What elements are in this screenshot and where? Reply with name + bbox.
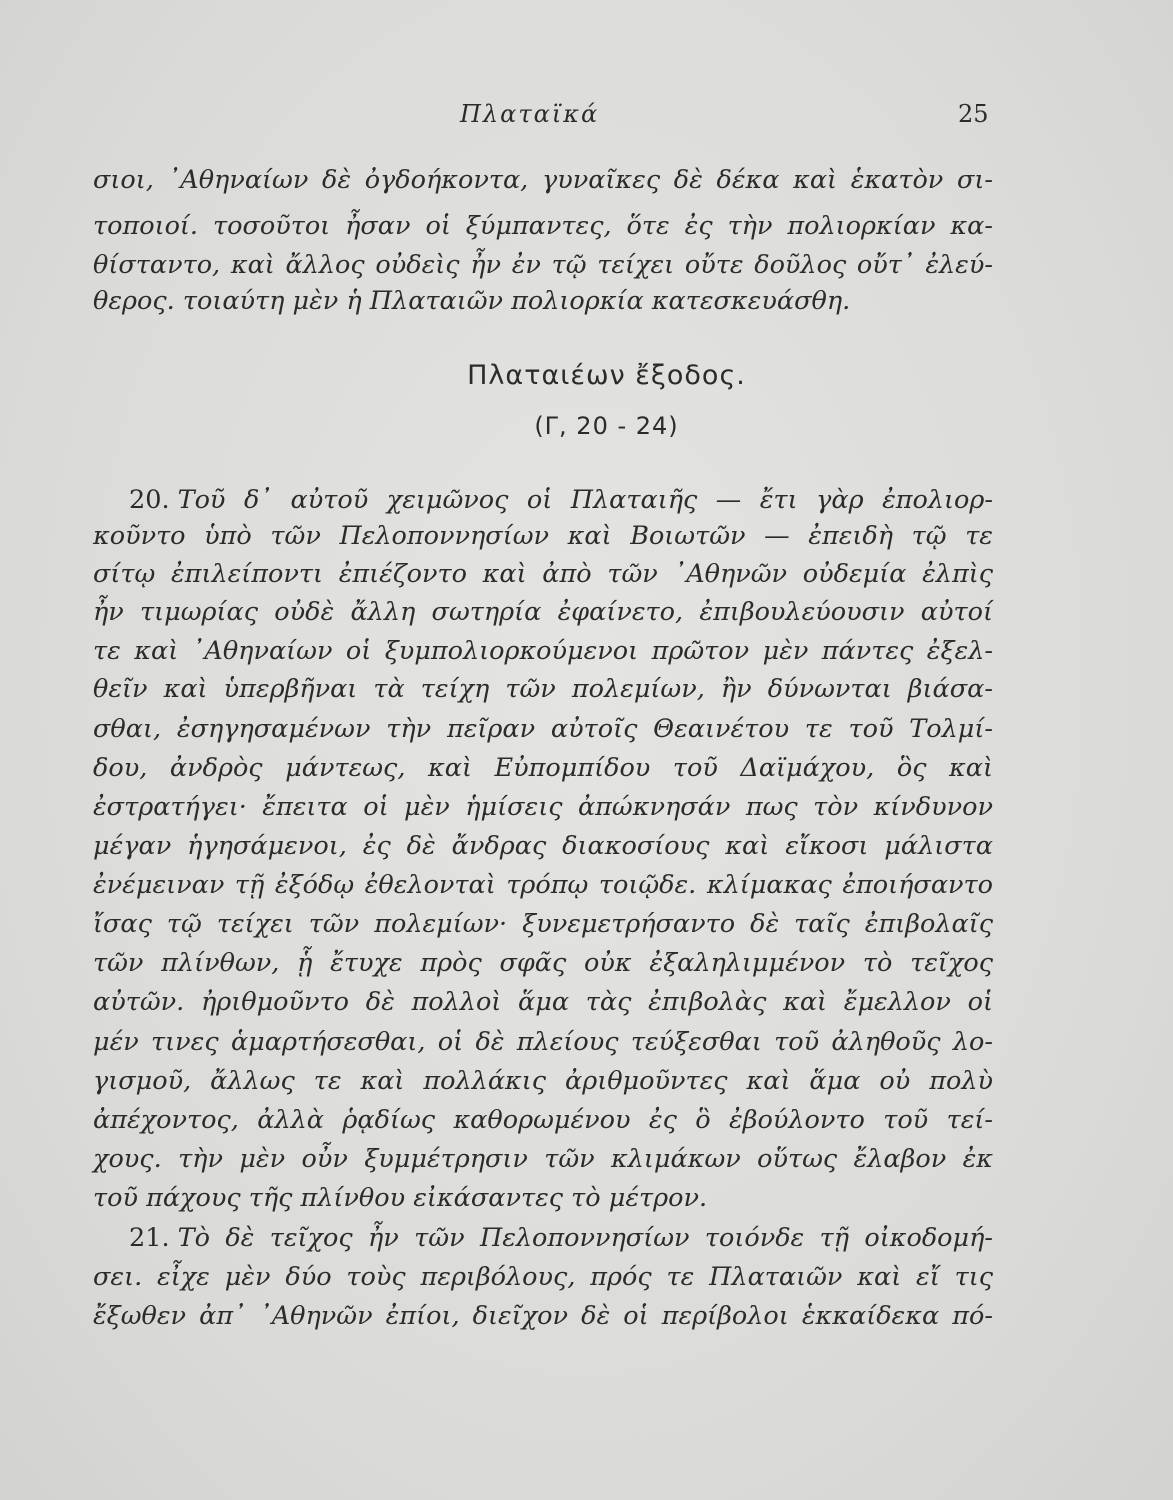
text-line: ἔξωθεν ἀπ᾿ ᾿Αθηνῶν ἐπίοι, διεῖχον δὲ οἱ περίβολοι ἑκκαίδεκα πό-: [93, 1301, 993, 1331]
text-line: σει. εἶχε μὲν δύο τοὺς περιβόλους, πρός τε Πλαταιῶν καὶ εἴ τις: [93, 1262, 993, 1292]
text-line: ἴσας τῷ τείχει τῶν πολεμίων· ξυνεμετρήσαντο δὲ ταῖς ἐπιβολαῖς: [93, 909, 993, 939]
section-reference: (Γ, 20 - 24): [534, 412, 679, 440]
text-line: ἀπέχοντος, ἀλλὰ ῥᾳδίως καθορωμένου ἐς ὃ ἐβούλοντο τοῦ τεί-: [93, 1105, 993, 1135]
text-line: θίσταντο, καὶ ἄλλος οὐδεὶς ἦν ἐν τῷ τείχει οὔτε δοῦλος οὔτ᾿ ἐλεύ-: [93, 250, 993, 280]
text-line: σθαι, ἐσηγησαμένων τὴν πεῖραν αὐτοῖς Θεαινέτου τε τοῦ Τολμί-: [93, 714, 993, 744]
text-line: τοποιοί. τοσοῦτοι ἦσαν οἱ ξύμπαντες, ὅτε ἐς τὴν πολιορκίαν κα-: [93, 211, 993, 241]
text-line: γισμοῦ, ἄλλως τε καὶ πολλάκις ἀριθμοῦντες καὶ ἅμα οὐ πολὺ: [93, 1066, 993, 1096]
section-title: Πλαταιέων ἔξοδος.: [467, 360, 746, 391]
text-line: μέγαν ἡγησάμενοι, ἐς δὲ ἄνδρας διακοσίους καὶ εἴκοσι μάλιστα: [93, 831, 993, 861]
text-line: σίτῳ ἐπιλείποντι ἐπιέζοντο καὶ ἀπὸ τῶν ᾿Αθηνῶν οὐδεμία ἐλπὶς: [93, 559, 993, 589]
text-line: χους. τὴν μὲν οὖν ξυμμέτρησιν τῶν κλιμάκων οὕτως ἔλαβον ἐκ: [93, 1144, 993, 1174]
text-line: θερος. τοιαύτη μὲν ἡ Πλαταιῶν πολιορκία κατεσκευάσθη.: [93, 286, 851, 316]
paragraph-number: 21.: [129, 1223, 170, 1253]
running-title: Πλαταϊκά: [460, 100, 600, 128]
text-line: σιοι, ᾿Αθηναίων δὲ ὀγδοήκοντα, γυναῖκες δὲ δέκα καὶ ἑκατὸν σι-: [93, 165, 993, 195]
text-line: θεῖν καὶ ὑπερβῆναι τὰ τείχη τῶν πολεμίων, ἢν δύνωνται βιάσα-: [93, 674, 993, 704]
text-line: τοῦ πάχους τῆς πλίνθου εἰκάσαντες τὸ μέτρον.: [93, 1183, 708, 1213]
text-line: ἐνέμειναν τῇ ἐξόδῳ ἐθελονταὶ τρόπῳ τοιῷδε. κλίμακας ἐποιήσαντο: [93, 870, 993, 900]
text-line: δου, ἀνδρὸς μάντεως, καὶ Εὐπομπίδου τοῦ Δαϊμάχου, ὃς καὶ: [93, 753, 993, 783]
text-line: ἦν τιμωρίας οὐδὲ ἄλλη σωτηρία ἐφαίνετο, ἐπιβουλεύουσιν αὐτοί: [93, 597, 993, 627]
text-line: αὐτῶν. ἠριθμοῦντο δὲ πολλοὶ ἅμα τὰς ἐπιβολὰς καὶ ἔμελλον οἱ: [93, 987, 993, 1017]
text-line: μέν τινες ἁμαρτήσεσθαι, οἱ δὲ πλείους τεύξεσθαι τοῦ ἀληθοῦς λο-: [93, 1027, 993, 1057]
text-line: ἐστρατήγει· ἔπειτα οἱ μὲν ἡμίσεις ἀπώκνησάν πως τὸν κίνδυνον: [93, 792, 993, 822]
text-line: τε καὶ ᾿Αθηναίων οἱ ξυμπολιορκούμενοι πρῶτον μὲν πάντες ἐξελ-: [93, 636, 993, 666]
page-number: 25: [958, 100, 989, 128]
paragraph-first-line: [129, 483, 993, 517]
text-line: Τοῦ δ᾿ αὐτοῦ χειμῶνος οἱ Πλαταιῆς — ἔτι γὰρ ἐπολιορ-: [177, 485, 993, 515]
paragraph-number: 20.: [129, 485, 170, 515]
paragraph-first-line: [129, 1221, 993, 1255]
text-line: κοῦντο ὑπὸ τῶν Πελοποννησίων καὶ Βοιωτῶν — ἐπειδὴ τῷ τε: [93, 521, 993, 551]
text-line: τῶν πλίνθων, ᾗ ἔτυχε πρὸς σφᾶς οὐκ ἐξαληλιμμένον τὸ τεῖχος: [93, 948, 993, 978]
text-line: Τὸ δὲ τεῖχος ἦν τῶν Πελοποννησίων τοιόνδε τῇ οἰκοδομή-: [177, 1223, 993, 1253]
